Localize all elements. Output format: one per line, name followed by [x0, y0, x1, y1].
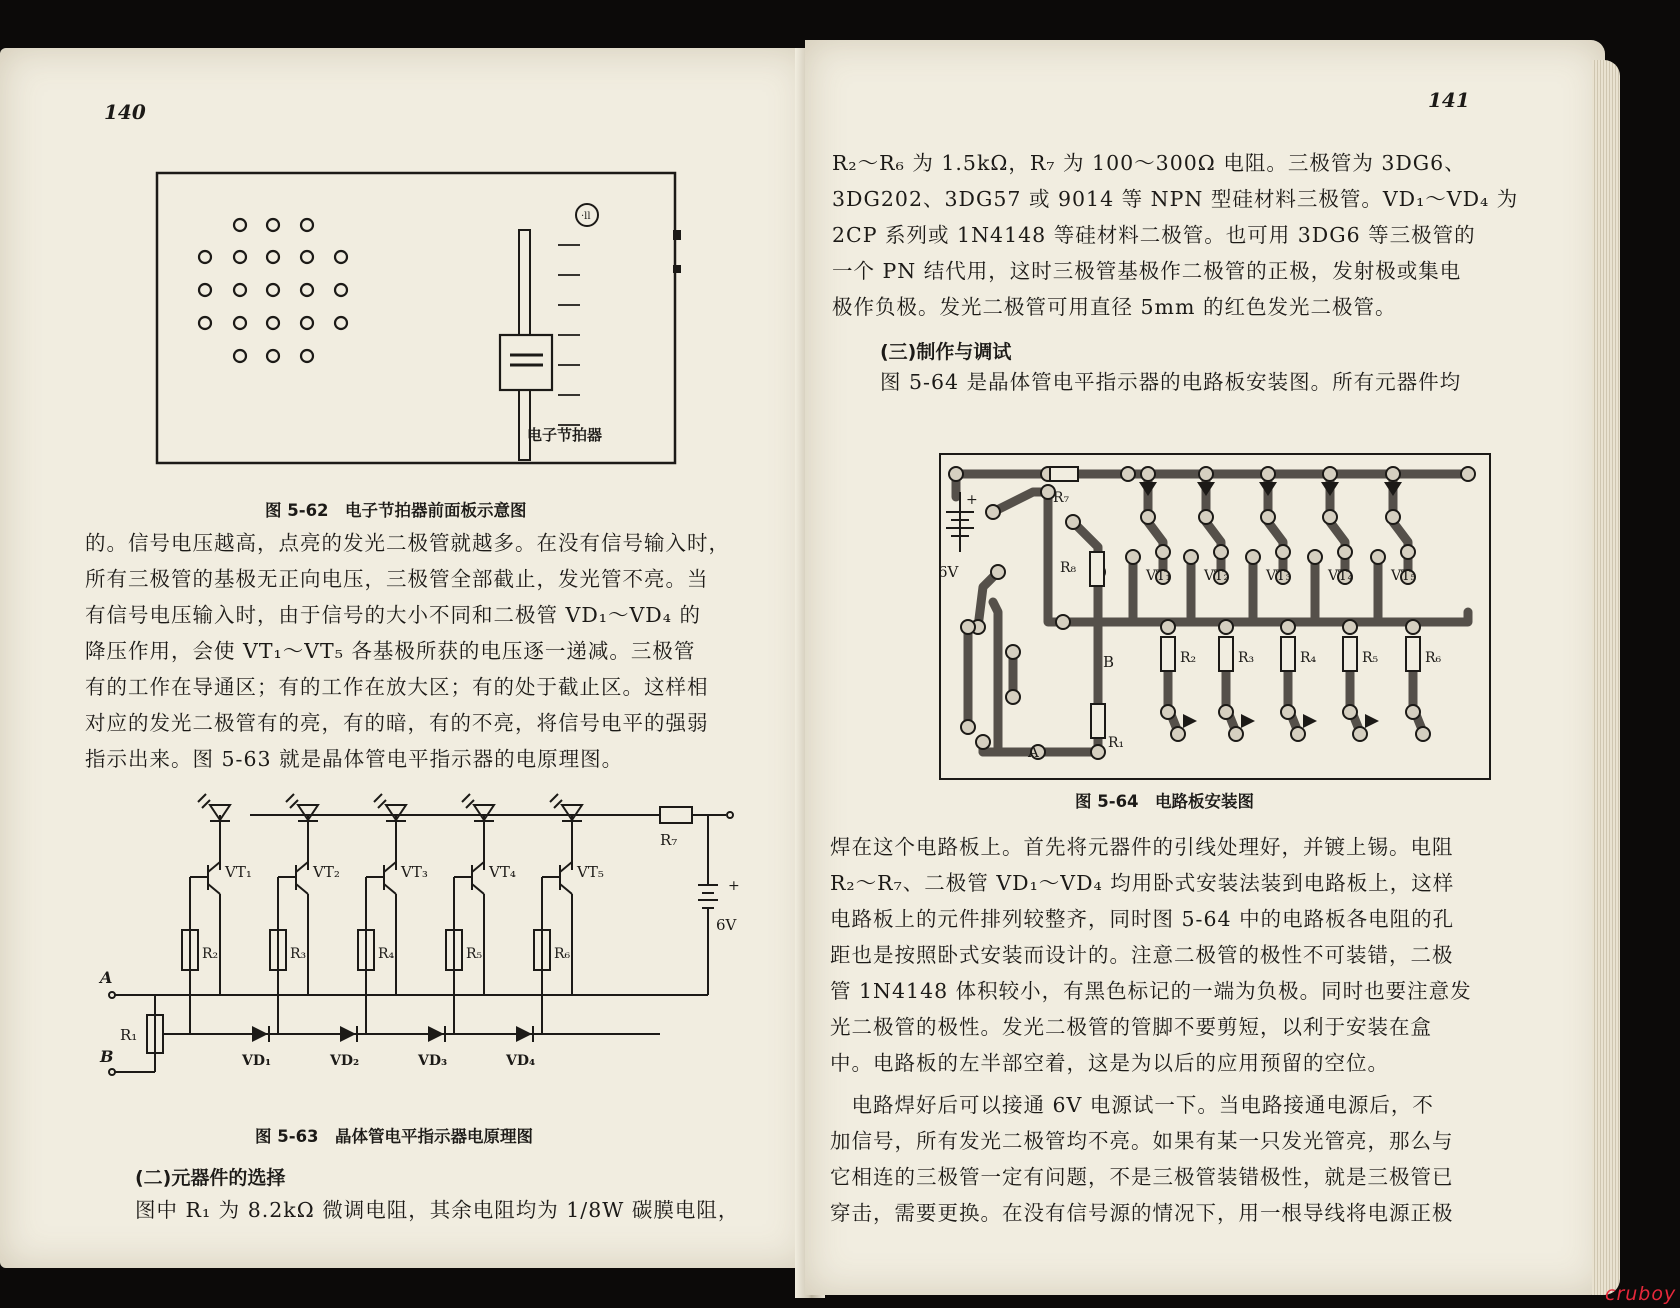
- pcb-vt-label: VT₁: [1146, 568, 1172, 584]
- solder-pad: [1121, 467, 1135, 481]
- vt-label: VT₃: [401, 863, 428, 881]
- led-hole: [267, 350, 279, 362]
- text-line: 距也是按照卧式安装而设计的。注意二极管的极性不可装错，二极: [830, 943, 1454, 967]
- r-label: R₄: [378, 946, 395, 962]
- solder-pad: [991, 565, 1005, 579]
- solder-pad: [1371, 550, 1385, 564]
- text-line: 图 5-64 是晶体管电平指示器的电路板安装图。所有元器件均: [880, 370, 1462, 394]
- pcb-r8-label: R₈: [1060, 560, 1077, 576]
- diode-icon: [1365, 714, 1379, 728]
- text-line: 管 1N4148 体积较小，有黑色标记的一端为负极。同时也要注意发: [830, 979, 1472, 1003]
- text-line: 光二极管的极性。发光二极管的管脚不要剪短，以利于安装在盒: [830, 1015, 1432, 1039]
- led-hole: [234, 284, 246, 296]
- text-line: 极作负极。发光二极管可用直径 5mm 的红色发光二极管。: [832, 295, 1397, 319]
- led-hole: [267, 284, 279, 296]
- text-line: R₂～R₆ 为 1.5kΩ，R₇ 为 100～300Ω 电阻。三极管为 3DG6、: [832, 151, 1466, 175]
- diode-icon: [1241, 714, 1255, 728]
- vt-label: VT₁: [225, 863, 252, 881]
- text-line: 3DG202、3DG57 或 9014 等 NPN 型硅材料三极管。VD₁～VD₄ 为: [832, 187, 1519, 211]
- page-edges: [1592, 60, 1620, 1295]
- page-number-left: 140: [104, 100, 146, 124]
- resistor: [1343, 637, 1357, 671]
- solder-pad: [949, 467, 963, 481]
- vd-label: VD₁: [242, 1053, 272, 1069]
- solder-pad: [1214, 545, 1228, 559]
- led-hole: [335, 284, 347, 296]
- solder-pad: [1006, 645, 1020, 659]
- led-hole: [199, 251, 211, 263]
- led-hole: [301, 350, 313, 362]
- input-b-label: B: [100, 1047, 114, 1066]
- vt-label: VT₄: [489, 863, 516, 881]
- text-line: 对应的发光二极管有的亮，有的暗，有的不亮，将信号电平的强弱: [85, 711, 709, 735]
- pcb-r7-label: R₇: [1053, 490, 1070, 506]
- solder-pad: [1141, 467, 1155, 481]
- solder-pad: [1261, 510, 1275, 524]
- solder-pad: [1199, 510, 1213, 524]
- led-hole: [267, 251, 279, 263]
- pcb-r-label: R₂: [1180, 650, 1197, 666]
- solder-pad: [1091, 745, 1105, 759]
- pcb-input-a-label: A: [1028, 743, 1039, 761]
- battery-label: 6V: [716, 916, 737, 934]
- text-line: 图中 R₁ 为 8.2kΩ 微调电阻，其余电阻均为 1/8W 碳膜电阻，: [135, 1198, 740, 1222]
- text-line: 它相连的三极管一定有问题，不是三极管装错极性，就是三极管已: [830, 1165, 1454, 1189]
- led-hole: [301, 284, 313, 296]
- solder-pad: [1461, 467, 1475, 481]
- figure-5-62-front-panel: [155, 170, 685, 470]
- pcb-vt-label: VT₅: [1391, 568, 1417, 584]
- diode-icon: [428, 1026, 444, 1042]
- diode-icon: [516, 1026, 532, 1042]
- pcb-r-label: R₃: [1238, 650, 1255, 666]
- text-line: R₂～R₇、二极管 VD₁～VD₄ 均用卧式安装法装到电路板上，这样: [830, 871, 1455, 895]
- solder-pad: [1126, 550, 1140, 564]
- led-hole: [301, 251, 313, 263]
- svg-text:+: +: [966, 492, 978, 508]
- resistor: [1281, 637, 1295, 671]
- watermark: cruboy: [1605, 1283, 1677, 1305]
- led-icon: [1259, 482, 1277, 496]
- led-hole: [199, 284, 211, 296]
- text-line: 加信号，所有发光二极管均不亮。如果有某一只发光管亮，那么与: [830, 1129, 1454, 1153]
- solder-pad: [1343, 705, 1357, 719]
- text-line: 2CP 系列或 1N4148 等硅材料二极管。也可用 3DG6 等三极管的: [832, 223, 1476, 247]
- solder-pad: [1338, 545, 1352, 559]
- solder-pad: [1281, 705, 1295, 719]
- input-a-label: A: [100, 968, 113, 987]
- solder-pad: [1261, 467, 1275, 481]
- pcb-r-label: R₅: [1362, 650, 1379, 666]
- led-hole: [234, 317, 246, 329]
- figure-5-63-schematic: [100, 790, 740, 1090]
- text-line: 指示出来。图 5-63 就是晶体管电平指示器的电原理图。: [85, 747, 624, 771]
- text-line: 有的工作在导通区；有的工作在放大区；有的处于截止区。这样相: [85, 675, 709, 699]
- text-line: 所有三极管的基极无正向电压，三极管全部截止，发光管不亮。当: [85, 567, 709, 591]
- solder-pad: [1323, 510, 1337, 524]
- solder-pad: [1199, 467, 1213, 481]
- r-label: R₅: [466, 946, 483, 962]
- resistor: [1161, 637, 1175, 671]
- led-hole: [267, 219, 279, 231]
- r-label: R₂: [202, 946, 219, 962]
- solder-pad: [961, 720, 975, 734]
- figure-5-63-caption: 图 5-63 晶体管电平指示器电原理图: [255, 1127, 534, 1146]
- r-label: R₃: [290, 946, 307, 962]
- solder-pad: [1291, 727, 1305, 741]
- led-hole: [199, 317, 211, 329]
- svg-text:+: +: [728, 878, 740, 894]
- pcb-r-label: R₆: [1425, 650, 1442, 666]
- text-line: 有信号电压输入时，由于信号的大小不同和二极管 VD₁～VD₄ 的: [85, 603, 701, 627]
- r7-label: R₇: [660, 831, 678, 849]
- solder-pad: [1308, 550, 1322, 564]
- text-line: 电路板上的元件排列较整齐，同时图 5-64 中的电路板各电阻的孔: [830, 907, 1455, 931]
- solder-pad: [1386, 467, 1400, 481]
- vd-label: VD₃: [418, 1053, 448, 1069]
- solder-pad: [1401, 545, 1415, 559]
- led-hole: [301, 219, 313, 231]
- pcb-battery-label: 6V: [938, 563, 959, 581]
- solder-pad: [976, 735, 990, 749]
- pcb-r-label: R₄: [1300, 650, 1317, 666]
- section-heading-selection: (二)元器件的选择: [135, 1167, 286, 1189]
- led-hole: [301, 317, 313, 329]
- r1-label: R₁: [120, 1026, 138, 1044]
- solder-pad: [1219, 705, 1233, 719]
- resistor: [1219, 637, 1233, 671]
- solder-pad: [986, 505, 1000, 519]
- solder-pad: [961, 620, 975, 634]
- solder-pad: [1343, 620, 1357, 634]
- led-hole: [234, 251, 246, 263]
- section-heading-assembly: (三)制作与调试: [880, 341, 1012, 363]
- solder-pad: [1219, 620, 1233, 634]
- resistor: [1406, 637, 1420, 671]
- solder-pad: [1416, 727, 1430, 741]
- svg-text:·ll: ·ll: [581, 211, 591, 222]
- figure-5-62-caption: 图 5-62 电子节拍器前面板示意图: [265, 501, 527, 520]
- pcb-vt-label: VT₂: [1204, 568, 1230, 584]
- page-number-right: 141: [1428, 88, 1470, 112]
- pcb-vt-label: VT₃: [1266, 568, 1292, 584]
- vt-label: VT₅: [577, 863, 604, 881]
- diode-icon: [252, 1026, 268, 1042]
- text-line: 穿击，需要更换。在没有信号源的情况下，用一根导线将电源正极: [830, 1201, 1454, 1225]
- text-line: 焊在这个电路板上。首先将元器件的引线处理好，并镀上锡。电阻: [830, 835, 1454, 859]
- solder-pad: [1323, 467, 1337, 481]
- text-line: 电路焊好后可以接通 6V 电源试一下。当电路接通电源后，不: [830, 1093, 1434, 1117]
- solder-pad: [1406, 620, 1420, 634]
- diode-icon: [340, 1026, 356, 1042]
- solder-pad: [1161, 705, 1175, 719]
- led-hole: [335, 317, 347, 329]
- diode-icon: [1303, 714, 1317, 728]
- solder-pad: [1141, 510, 1155, 524]
- figure-5-64-pcb-layout: [938, 452, 1498, 784]
- vt-label: VT₂: [313, 863, 340, 881]
- led-icon: [1321, 482, 1339, 496]
- solder-pad: [1184, 550, 1198, 564]
- figure-5-64-caption: 图 5-64 电路板安装图: [1075, 792, 1255, 811]
- solder-pad: [1156, 545, 1170, 559]
- pcb-vt-label: VT₄: [1328, 568, 1354, 584]
- solder-pad: [1406, 705, 1420, 719]
- solder-pad: [1056, 615, 1070, 629]
- diode-icon: [1183, 714, 1197, 728]
- led-hole: [335, 251, 347, 263]
- figure-5-62-panel-label: 电子节拍器: [527, 426, 603, 444]
- text-line: 的。信号电压越高，点亮的发光二极管就越多。在没有信号输入时，: [85, 531, 730, 555]
- vd-label: VD₂: [330, 1053, 360, 1069]
- pcb-input-b-label: B: [1103, 653, 1115, 671]
- solder-pad: [1246, 550, 1260, 564]
- solder-pad: [1006, 690, 1020, 704]
- vd-label: VD₄: [506, 1053, 536, 1069]
- r-label: R₆: [554, 946, 571, 962]
- solder-pad: [1281, 620, 1295, 634]
- led-hole: [267, 317, 279, 329]
- solder-pad: [1353, 727, 1367, 741]
- led-hole: [234, 350, 246, 362]
- text-line: 降压作用，会使 VT₁～VT₅ 各基极所获的电压逐一递减。三极管: [85, 639, 696, 663]
- solder-pad: [1066, 515, 1080, 529]
- solder-pad: [1171, 727, 1185, 741]
- led-icon: [1139, 482, 1157, 496]
- text-line: 中。电路板的左半部空着，这是为以后的应用预留的空位。: [830, 1051, 1389, 1075]
- led-icon: [1197, 482, 1215, 496]
- solder-pad: [1386, 510, 1400, 524]
- pcb-r1-label: R₁: [1108, 735, 1125, 751]
- solder-pad: [1161, 620, 1175, 634]
- text-line: 一个 PN 结代用，这时三极管基极作二极管的正极，发射极或集电: [832, 259, 1462, 283]
- led-icon: [1384, 482, 1402, 496]
- solder-pad: [1276, 545, 1290, 559]
- led-hole: [234, 219, 246, 231]
- solder-pad: [1229, 727, 1243, 741]
